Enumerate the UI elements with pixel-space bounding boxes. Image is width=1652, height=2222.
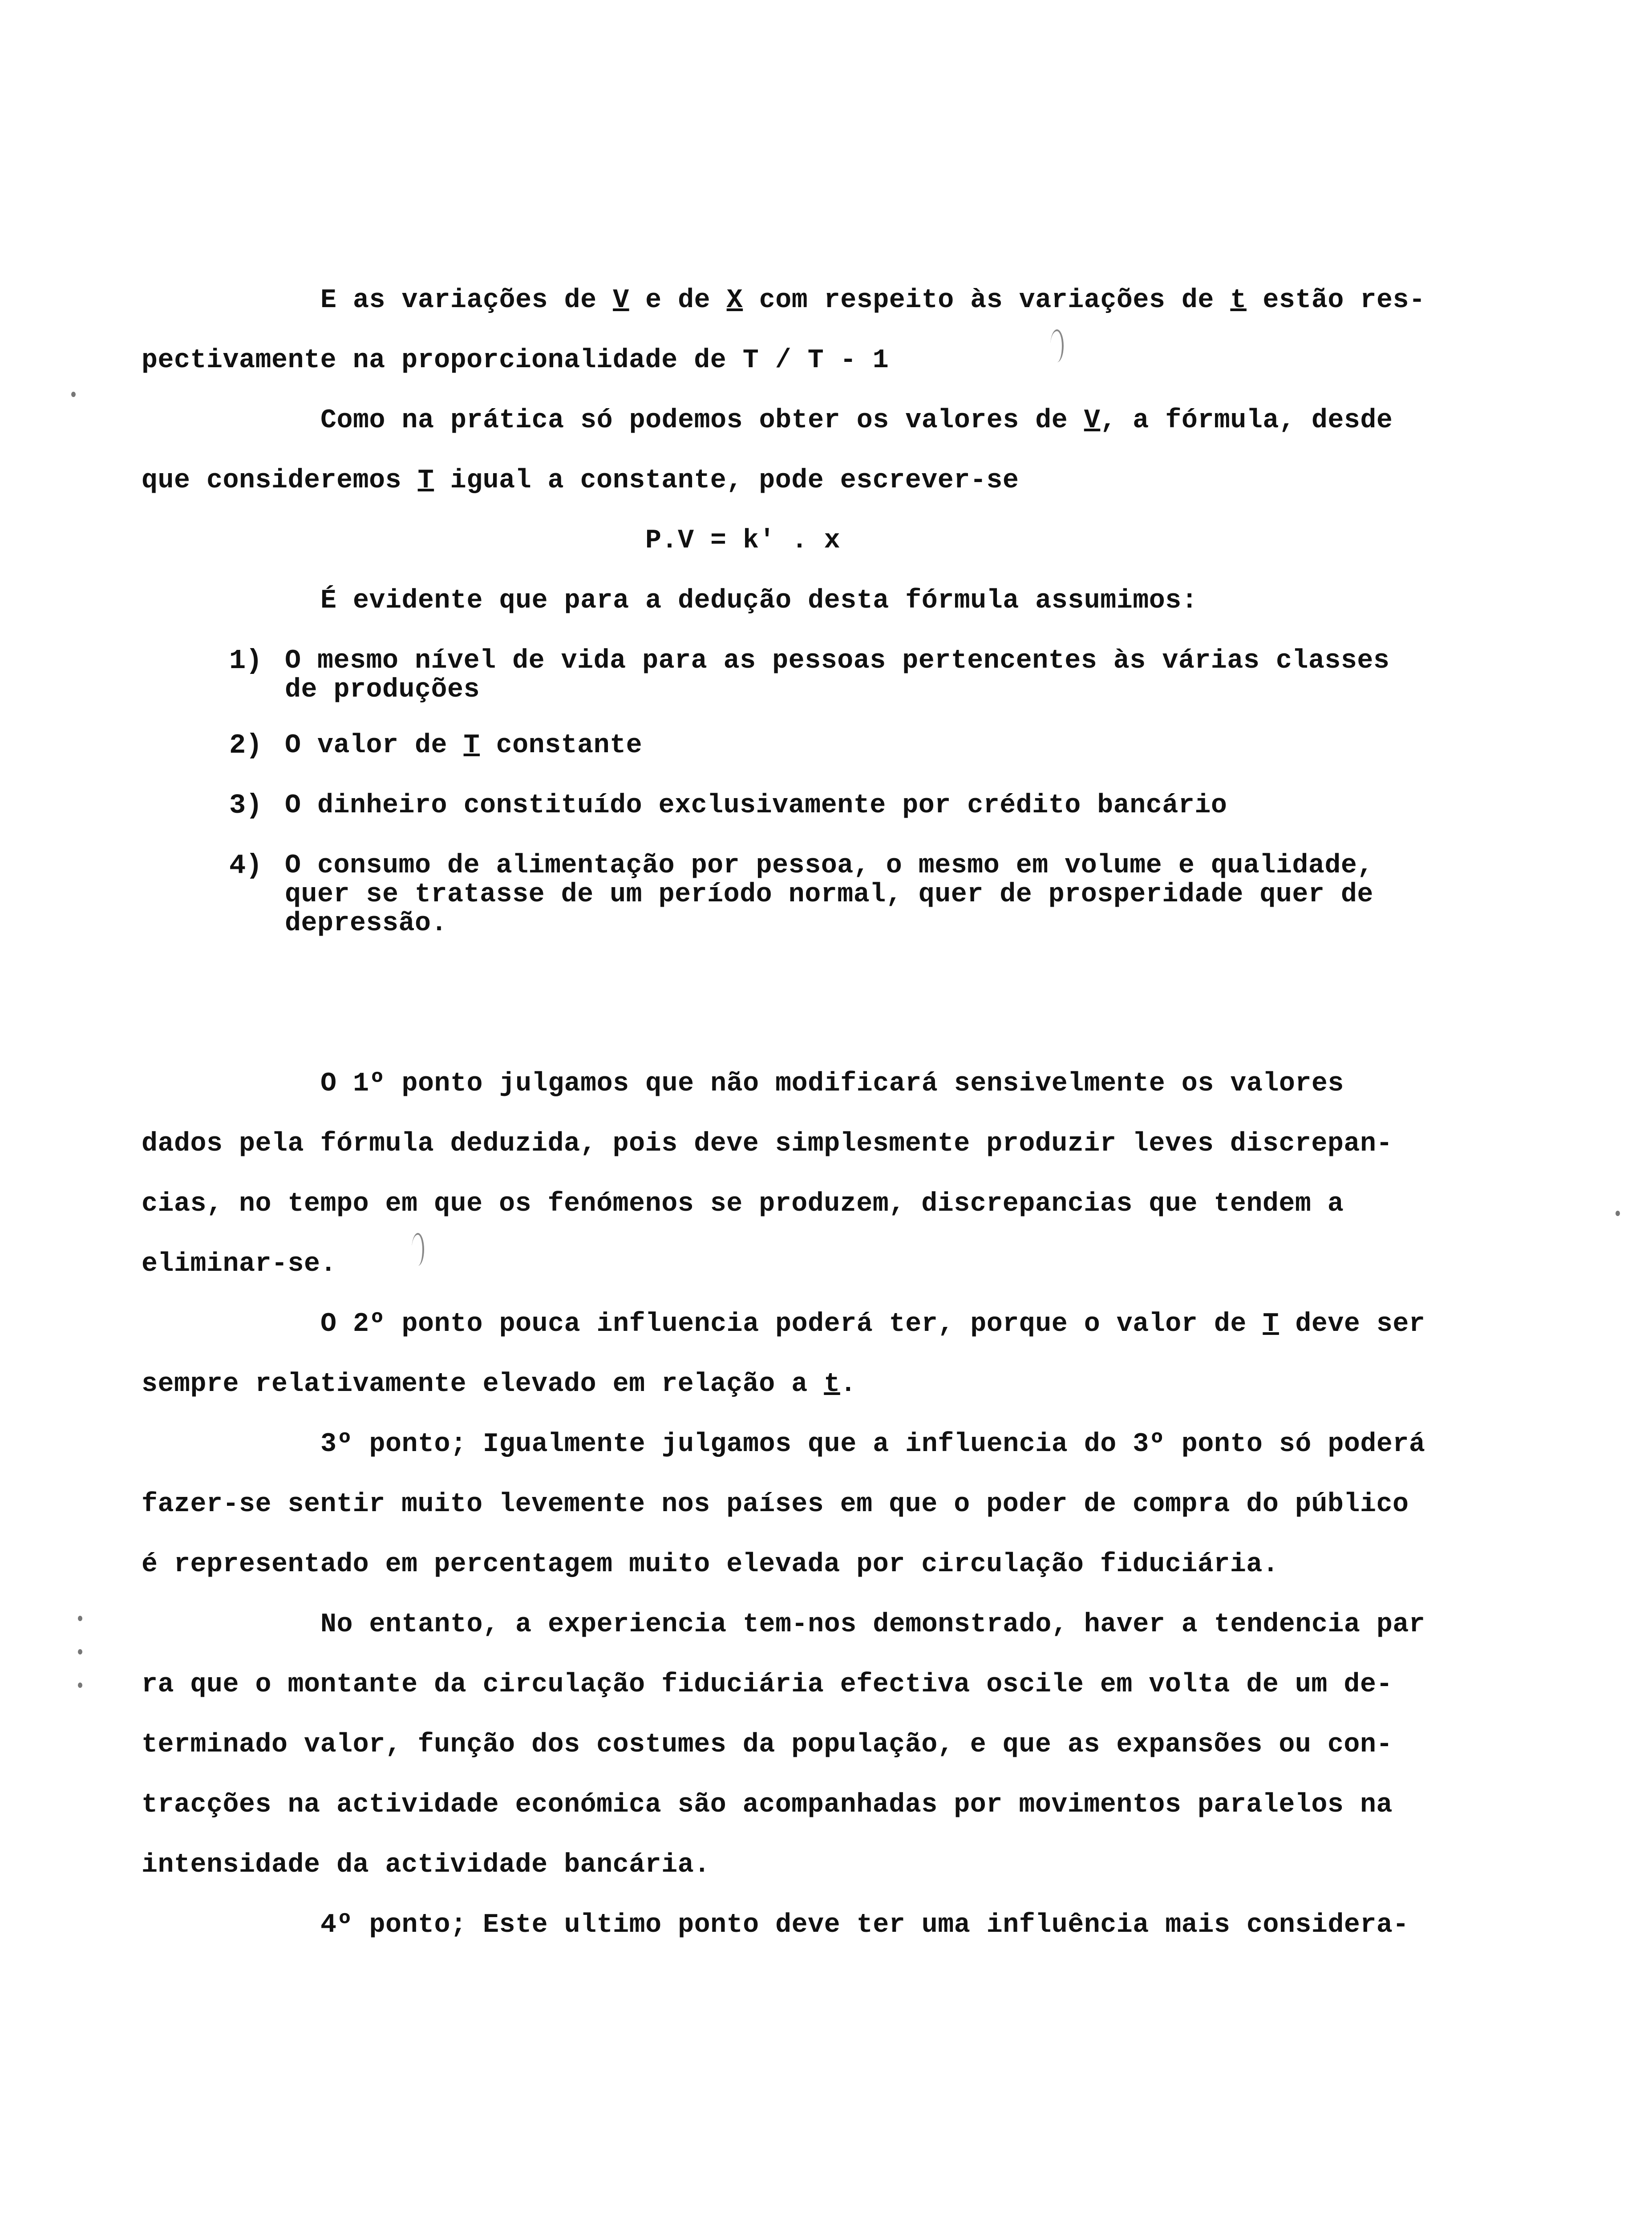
list-item-4-line-3: depressão. (285, 908, 448, 939)
body-paragraph-4-line-5: intensidade da actividade bancária. (142, 1850, 710, 1880)
symbol-t: T (1263, 1309, 1279, 1339)
formula: P.V = k' . x (645, 526, 841, 556)
symbol-v: V (1084, 405, 1101, 436)
symbol-v: V (613, 285, 629, 316)
list-item-4-line-1: O consumo de alimentação por pessoa, o mesmo em volume e qualidade, (285, 851, 1373, 881)
text: igual a constante, pode escrever-se (434, 466, 1019, 496)
body-paragraph-3-line-1: 3º ponto; Igualmente julgamos que a influencia do 3º ponto só poderá (320, 1429, 1425, 1460)
text: , a fórmula, desde (1100, 405, 1393, 436)
text: constante (480, 730, 643, 761)
scan-dot (78, 1616, 82, 1621)
symbol-t: t (824, 1369, 840, 1399)
text: Como na prática só podemos obter os valores de (320, 405, 1084, 436)
scan-mark (412, 1233, 424, 1266)
body-paragraph-1-line-2: dados pela fórmula deduzida, pois deve simplesmente produzir leves discrepan- (142, 1129, 1393, 1159)
body-paragraph-1-line-4: eliminar-se. (142, 1249, 337, 1279)
body-paragraph-4-line-1: No entanto, a experiencia tem-nos demonstrado, haver a tendencia par (320, 1610, 1425, 1640)
list-item-1-number: 1) (229, 645, 263, 677)
text: O 2º ponto pouca influencia poderá ter, porque o valor de (320, 1309, 1263, 1339)
paragraph-2-line-1 (320, 405, 1393, 436)
scan-dot (78, 1649, 82, 1654)
symbol-x: X (726, 285, 743, 316)
list-item-2-number: 2) (229, 730, 263, 761)
text: deve ser (1279, 1309, 1425, 1339)
body-paragraph-2-line-1 (320, 1309, 1425, 1340)
symbol-t: T (463, 730, 480, 761)
list-item-3-number: 3) (229, 790, 263, 821)
body-paragraph-1-line-3: cias, no tempo em que os fenómenos se produzem, discrepancias que tendem a (142, 1189, 1344, 1219)
list-item-4-number: 4) (229, 850, 263, 881)
text: estão res- (1246, 285, 1425, 316)
body-paragraph-3-line-3: é representado em percentagem muito elevada por circulação fiduciária. (142, 1549, 1279, 1580)
text: com respeito às variações de (743, 285, 1231, 316)
scan-dot (78, 1683, 82, 1688)
text: e de (629, 285, 727, 316)
paragraph-1-line-1 (320, 285, 1425, 316)
list-item-1-line-2: de produções (285, 675, 480, 705)
scan-dot (1616, 1211, 1620, 1216)
list-item-3: O dinheiro constituído exclusivamente por crédito bancário (285, 791, 1227, 821)
list-item-2 (285, 730, 642, 761)
text: . (840, 1369, 857, 1399)
symbol-t: t (1230, 285, 1247, 316)
scan-mark (1050, 329, 1064, 362)
paragraph-2-line-2 (142, 465, 1019, 496)
body-paragraph-4-line-4: tracções na actividade económica são acompanhadas por movimentos paralelos na (142, 1790, 1393, 1820)
text: E as variações de (320, 285, 613, 316)
body-paragraph-4-line-3: terminado valor, função dos costumes da população, e que as expansões ou con- (142, 1730, 1393, 1760)
list-item-1-line-1: O mesmo nível de vida para as pessoas pertencentes às várias classes (285, 646, 1390, 676)
scan-dot (71, 392, 76, 397)
body-paragraph-5-line-1: 4º ponto; Este ultimo ponto deve ter uma influência mais considera- (320, 1910, 1409, 1940)
paragraph-3: É evidente que para a dedução desta fórmula assumimos: (320, 586, 1198, 616)
body-paragraph-4-line-2: ra que o montante da circulação fiduciária efectiva oscile em volta de um de- (142, 1670, 1393, 1700)
body-paragraph-2-line-2 (142, 1369, 856, 1400)
list-item-4-line-2: quer se tratasse de um período normal, quer de prosperidade quer de (285, 880, 1373, 910)
text: que consideremos (142, 466, 418, 496)
text: O valor de (285, 730, 464, 761)
symbol-t: T (417, 466, 434, 496)
body-paragraph-1-line-1: O 1º ponto julgamos que não modificará sensivelmente os valores (320, 1069, 1344, 1099)
text: sempre relativamente elevado em relação a (142, 1369, 824, 1399)
body-paragraph-3-line-2: fazer-se sentir muito levemente nos países em que o poder de compra do público (142, 1489, 1409, 1520)
paragraph-1-line-2: pectivamente na proporcionalidade de T / T - 1 (142, 345, 889, 376)
